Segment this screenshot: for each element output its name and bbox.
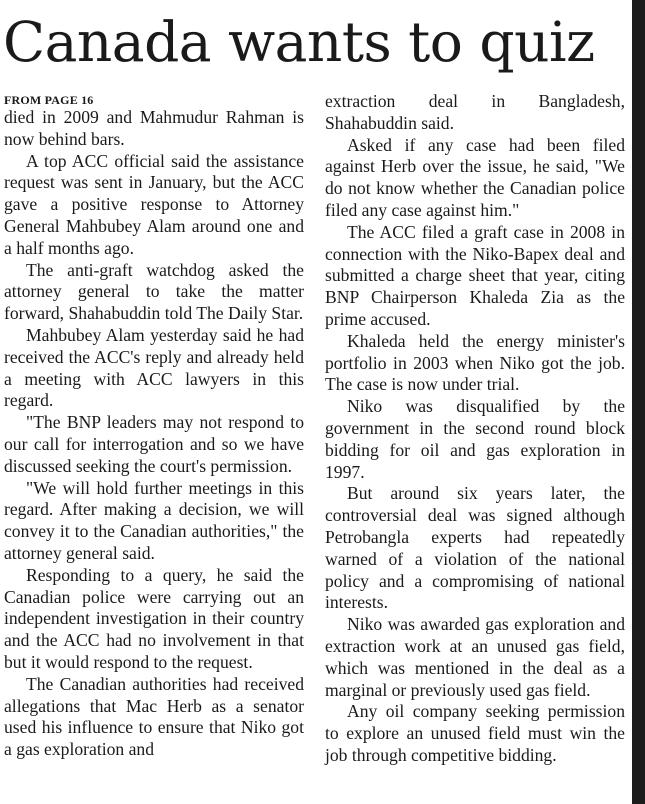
paragraph: Niko was disqualified by the government in the second round block bidding for oil and gas exploration in 1997. <box>325 396 625 482</box>
paragraph: But around six years later, the controversial deal was signed although Petrobangla experts had repeatedly warned of a violation of the national policy and a compromising of national interests. <box>325 483 625 613</box>
paragraph: A top ACC official said the assistance request was sent in January, but the ACC gave a positive response to Attorney General Mahbubey Alam around one and a half months ago. <box>4 150 304 258</box>
paragraph: died in 2009 and Mahmudur Rahman is now behind bars. <box>4 107 304 149</box>
paragraph: Responding to a query, he said the Canadian police were carrying out an independent investigation in their country and the ACC had no involvement in that but it would respond to the request. <box>4 564 304 672</box>
paragraph: "We will hold further meetings in this regard. After making a decision, we will convey it to the Canadian authorities," the attorney general said. <box>4 477 304 563</box>
article-headline: Canada wants to quiz <box>3 10 595 74</box>
paragraph: extraction deal in Bangladesh, Shahabuddin said. <box>325 91 625 133</box>
paragraph: Khaleda held the energy minister's portfolio in 2003 when Niko got the job. The case is now under trial. <box>325 330 625 395</box>
paragraph: The Canadian authorities had received allegations that Mac Herb as a senator used his influence to ensure that Niko got a gas exploration and <box>4 673 304 760</box>
page-edge-bar <box>632 0 645 804</box>
paragraph: The anti-graft watchdog asked the attorney general to take the matter forward, Shahabuddin told The Daily Star. <box>4 259 304 324</box>
paragraph: "The BNP leaders may not respond to our call for interrogation and so we have discussed seeking the court's permission. <box>4 412 304 476</box>
paragraph: Any oil company seeking permission to explore an unused field must win the job through competitive bidding. <box>325 701 625 765</box>
article-column-left <box>4 93 304 761</box>
paragraph: The ACC filed a graft case in 2008 in connection with the Niko-Bapex deal and submitted a charge sheet that year, citing BNP Chairperson Khaleda Zia as the prime accused. <box>325 221 625 329</box>
continued-from-label: FROM PAGE 16 <box>4 93 94 107</box>
paragraph: Asked if any case had been filed against Herb over the issue, he said, "We do not know whether the Canadian police filed any case against him." <box>325 134 625 220</box>
paragraph: Mahbubey Alam yesterday said he had received the ACC's reply and already held a meeting with ACC lawyers in this regard. <box>4 324 304 411</box>
paragraph: Niko was awarded gas exploration and extraction work at an unused gas field, which was mentioned in the deal as a marginal or previously used gas field. <box>325 614 625 700</box>
article-column-right <box>325 91 625 767</box>
